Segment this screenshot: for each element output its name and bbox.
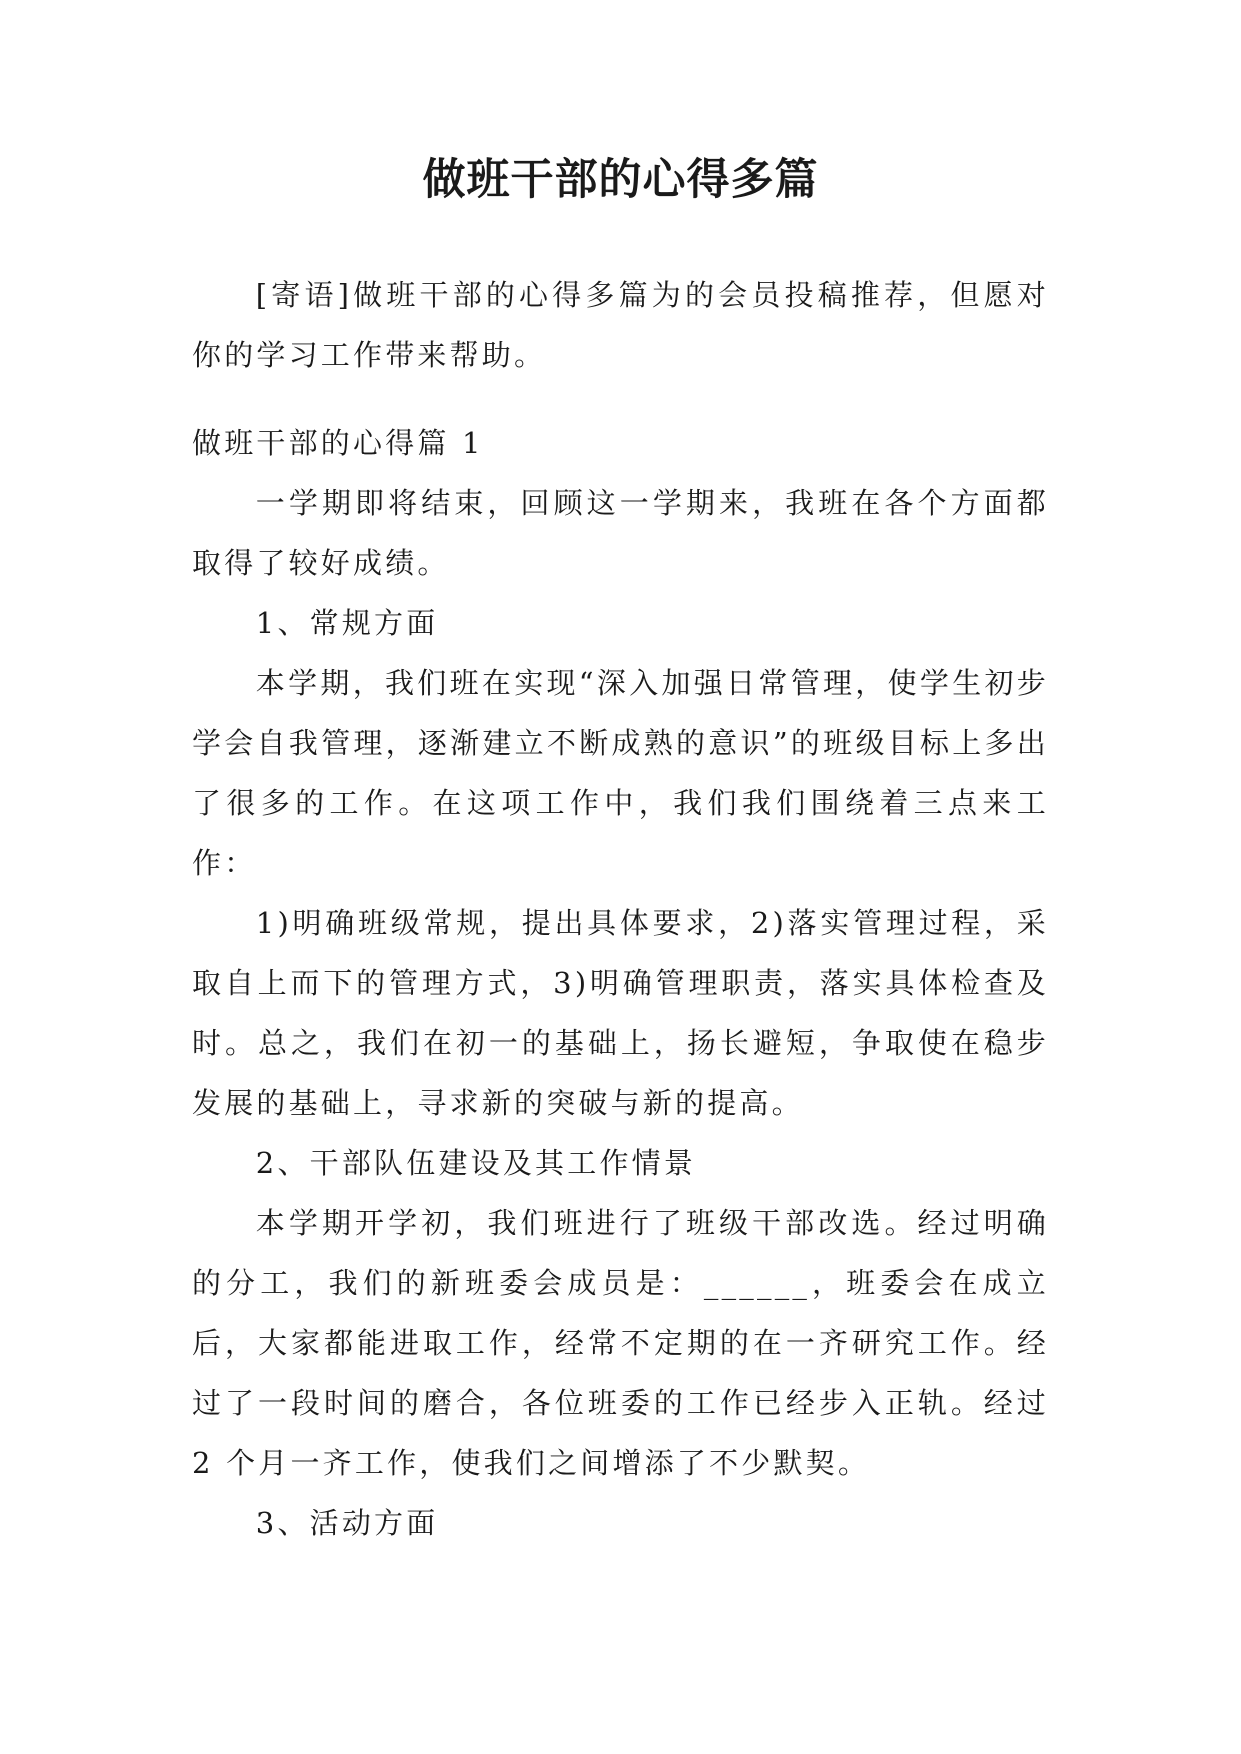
paragraph-5: 2、干部队伍建设及其工作情景: [255, 1146, 697, 1180]
paragraph-6: 本学期开学初，我们班进行了班级干部改选。经过明确的分工，我们的新班委会成员是：______，班委会在成立后，大家都能进取工作，经常不定期的在一齐研究工作。经过了一段时间的磨合，各位班委的工作已经步入正轨。经过 2 个月一齐工作，使我们之间增添了不少默契。: [192, 1206, 1049, 1480]
section-title: 做班干部的心得篇 1: [192, 426, 484, 460]
paragraph-2: 1、常规方面: [255, 606, 439, 640]
intro-block: [192, 265, 1049, 385]
section-block: [192, 413, 1049, 1553]
paragraph-4: 1)明确班级常规，提出具体要求，2)落实管理过程，采取自上而下的管理方式，3)明确管理职责，落实具体检查及时。总之，我们在初一的基础上，扬长避短，争取使在稳步发展的基础上，寻求新的突破与新的提高。: [192, 906, 1049, 1120]
intro-paragraph: [寄语]做班干部的心得多篇为的会员投稿推荐，但愿对你的学习工作带来帮助。: [192, 278, 1049, 372]
paragraph-1: 一学期即将结束，回顾这一学期来，我班在各个方面都取得了较好成绩。: [192, 486, 1049, 580]
paragraph-7: 3、活动方面: [255, 1506, 439, 1540]
document-title: 做班干部的心得多篇: [422, 155, 819, 205]
paragraph-3: 本学期，我们班在实现“深入加强日常管理，使学生初步学会自我管理，逐渐建立不断成熟的意识”的班级目标上多出了很多的工作。在这项工作中，我们我们围绕着三点来工作：: [192, 666, 1049, 880]
